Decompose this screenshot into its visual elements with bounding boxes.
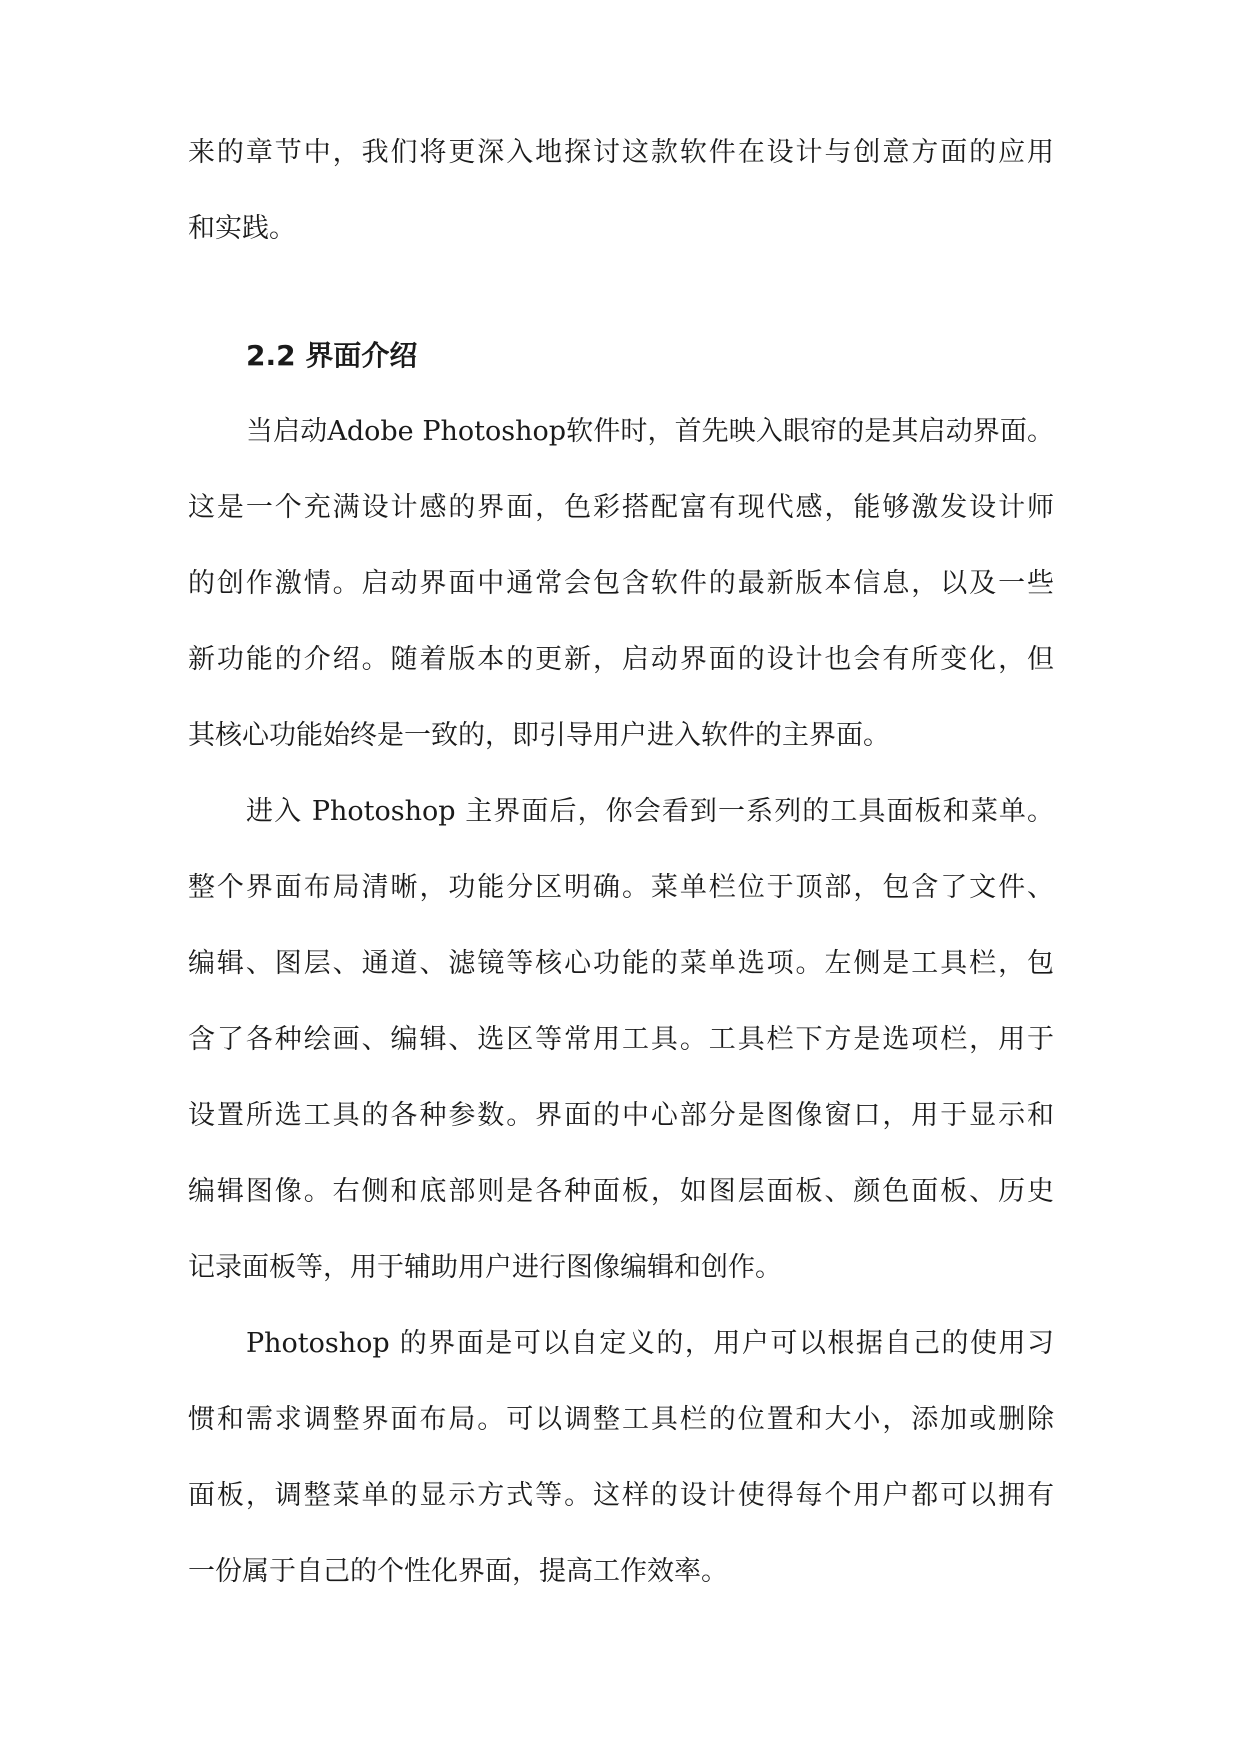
paragraph-line: 和实践。 <box>188 213 296 244</box>
paragraph-line: 整个界面布局清晰，功能分区明确。菜单栏位于顶部，包含了文件、 <box>188 872 1054 903</box>
paragraph-line: 记录面板等，用于辅助用户进行图像编辑和创作。 <box>188 1252 782 1283</box>
paragraph-line: 进入 Photoshop 主界面后，你会看到一系列的工具面板和菜单。 <box>246 796 1054 827</box>
paragraph-line: 其核心功能始终是一致的，即引导用户进入软件的主界面。 <box>188 720 890 751</box>
paragraph-line: 含了各种绘画、编辑、选区等常用工具。工具栏下方是选项栏，用于 <box>188 1024 1054 1055</box>
paragraph-line: 编辑图像。右侧和底部则是各种面板，如图层面板、颜色面板、历史 <box>188 1176 1054 1207</box>
paragraph-line: 当启动Adobe Photoshop软件时，首先映入眼帘的是其启动界面。 <box>246 416 1054 447</box>
paragraph-line: 一份属于自己的个性化界面，提高工作效率。 <box>188 1556 728 1587</box>
paragraph-2 <box>188 774 1054 1306</box>
paragraph-line: 编辑、图层、通道、滤镜等核心功能的菜单选项。左侧是工具栏，包 <box>188 948 1054 979</box>
paragraph-line: Photoshop 的界面是可以自定义的，用户可以根据自己的使用习 <box>246 1328 1054 1359</box>
intro-paragraph <box>188 115 1054 267</box>
paragraph-line: 设置所选工具的各种参数。界面的中心部分是图像窗口，用于显示和 <box>188 1100 1054 1131</box>
paragraph-line: 来的章节中，我们将更深入地探讨这款软件在设计与创意方面的应用 <box>188 137 1054 168</box>
paragraph-line: 新功能的介绍。随着版本的更新，启动界面的设计也会有所变化，但 <box>188 644 1054 675</box>
paragraph-3 <box>188 1306 1054 1610</box>
section-heading: 2.2 界面介绍 <box>246 339 418 372</box>
paragraph-line: 这是一个充满设计感的界面，色彩搭配富有现代感，能够激发设计师 <box>188 492 1054 523</box>
paragraph-1 <box>188 394 1054 774</box>
paragraph-line: 的创作激情。启动界面中通常会包含软件的最新版本信息，以及一些 <box>188 568 1054 599</box>
paragraph-line: 面板，调整菜单的显示方式等。这样的设计使得每个用户都可以拥有 <box>188 1480 1054 1511</box>
paragraph-line: 惯和需求调整界面布局。可以调整工具栏的位置和大小，添加或删除 <box>188 1404 1054 1435</box>
